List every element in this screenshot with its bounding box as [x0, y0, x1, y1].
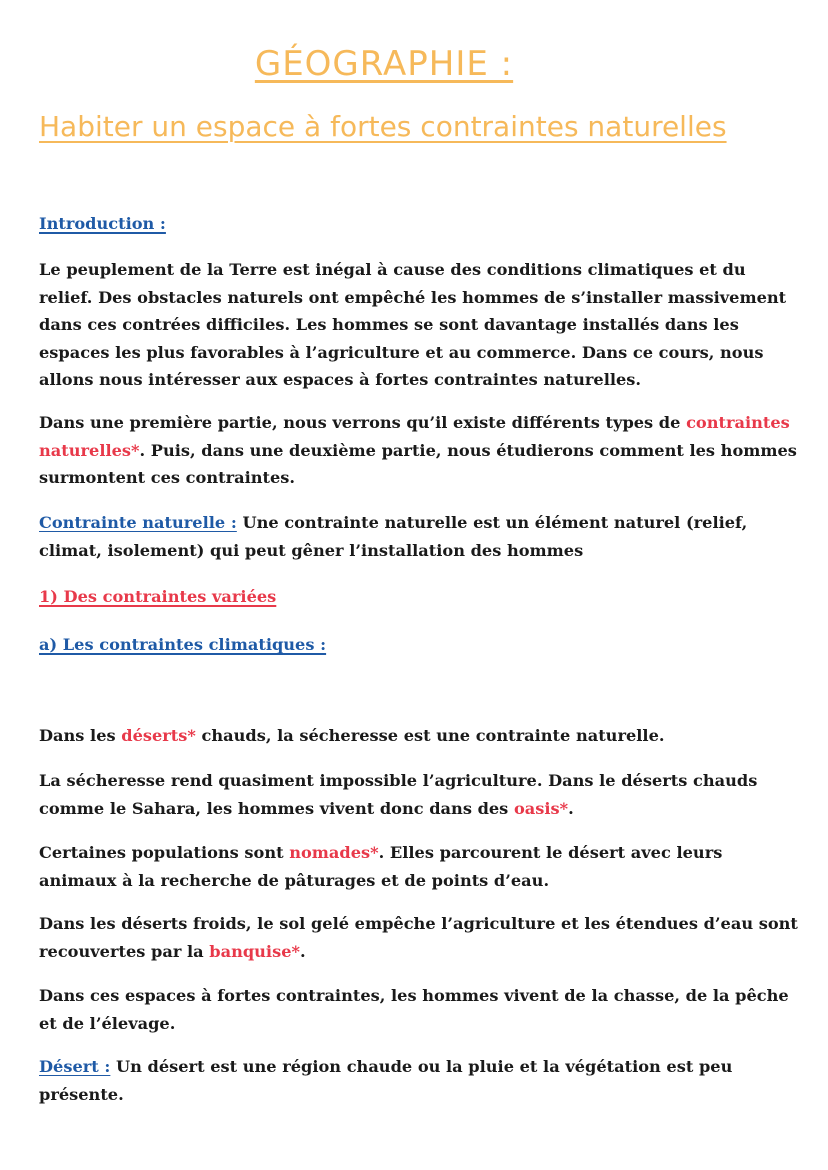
- paragraph-deserts-froids: [39, 910, 799, 965]
- definition-label: Désert :: [39, 1057, 111, 1076]
- subsection-a-heading: [39, 631, 799, 659]
- glossary-term-nomades: nomades*: [289, 843, 379, 862]
- introduction-heading: [39, 210, 799, 238]
- definition-text: Une contrainte naturelle est un élément naturel (relief, climat, isolement) qui peut gêner l’installation des hommes: [39, 513, 748, 560]
- introduction-paragraph-2: [39, 409, 799, 492]
- section-1-heading-text: 1) Des contraintes variées: [39, 587, 277, 606]
- subsection-a-heading-text: a) Les contraintes climatiques :: [39, 635, 327, 654]
- paragraph-text: Dans les déserts froids, le sol gelé empêche l’agriculture et les étendues d’eau sont recouvertes par la: [39, 914, 798, 961]
- introduction-heading-text: Introduction :: [39, 214, 166, 233]
- glossary-term-deserts: déserts*: [121, 726, 196, 745]
- paragraph-text: Dans une première partie, nous verrons qu’il existe différents types de: [39, 413, 687, 432]
- glossary-term-contraintes-naturelles: contraintes naturelles*: [39, 413, 790, 460]
- definition-label: Contrainte naturelle :: [39, 513, 237, 532]
- paragraph-nomades: [39, 839, 799, 894]
- paragraph-text: chauds, la sécheresse est une contrainte naturelle.: [195, 726, 665, 745]
- paragraph-text: Certaines populations sont: [39, 843, 290, 862]
- paragraph-text: .: [299, 941, 306, 961]
- definition-text: Un désert est une région chaude ou la pluie et la végétation est peu présente.: [39, 1057, 733, 1104]
- definition-desert: [39, 1053, 799, 1108]
- paragraph-text: .: [568, 798, 574, 818]
- page-title-text: GÉOGRAPHIE :: [254, 44, 514, 84]
- paragraph-secheresse: [39, 767, 799, 822]
- paragraph-text: . Elles parcourent le désert avec leurs animaux à la recherche de pâturages et de points d’eau.: [39, 843, 723, 890]
- paragraph-chasse-peche: Dans ces espaces à fortes contraintes, les hommes vivent de la chasse, de la pêche et de l’élevage.: [39, 986, 789, 1033]
- definition-contrainte-naturelle: [39, 509, 799, 564]
- paragraph-text: Dans les: [39, 726, 122, 745]
- paragraph-text: La sécheresse rend quasiment impossible l’agriculture. Dans le déserts chauds comme le Sahara, les hommes vivent donc dans des: [39, 771, 758, 818]
- paragraph-deserts-chauds: [39, 722, 799, 750]
- page-subtitle: Habiter un espace à fortes contraintes naturelles: [39, 110, 727, 143]
- page-title: [0, 44, 828, 84]
- glossary-term-banquise: banquise*: [209, 941, 300, 961]
- paragraph-text: . Puis, dans une deuxième partie, nous étudierons comment les hommes surmontent ces contraintes.: [39, 440, 797, 487]
- introduction-paragraph-1: Le peuplement de la Terre est inégal à cause des conditions climatiques et du relief. Des obstacles naturels ont empêché les hommes de s’installer massivement dans ces contrées difficiles. Les hommes se sont davantage installés dans les espaces les plus favorables à l’agriculture et au commerce. Dans ce cours, nous allons nous intéresser aux espaces à fortes contraintes naturelles.: [39, 260, 787, 389]
- glossary-term-oasis: oasis*: [513, 798, 569, 818]
- section-1-heading: [39, 583, 799, 611]
